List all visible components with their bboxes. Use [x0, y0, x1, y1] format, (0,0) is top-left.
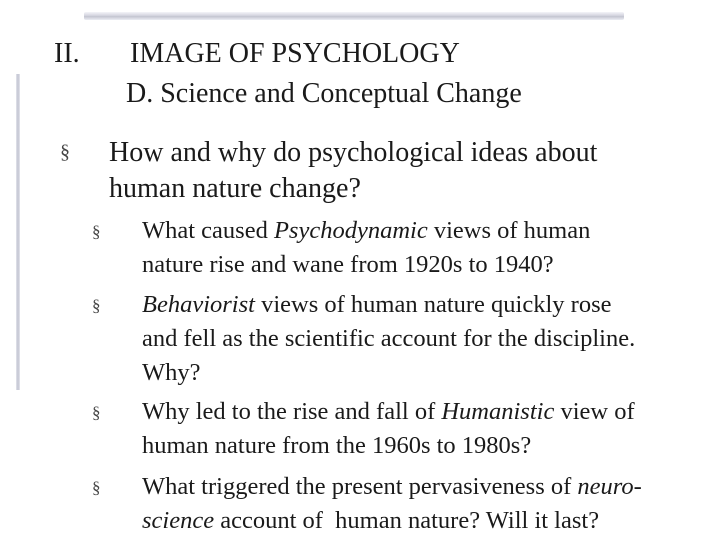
text-run: view of: [554, 398, 635, 425]
subpoint-2: [142, 288, 717, 390]
slide-title: IMAGE OF PSYCHOLOGY: [130, 38, 460, 69]
left-decorative-rule: [16, 74, 20, 390]
sub-bullet-marker: §: [92, 222, 101, 241]
subpoint-line: [142, 504, 717, 538]
emphasis-text: science: [142, 507, 215, 534]
emphasis-text: Humanistic: [441, 398, 555, 425]
text-run: account of human nature? Will it last?: [214, 507, 600, 534]
section-numeral: II.: [54, 38, 80, 69]
text-run: Why led to the rise and fall of: [142, 398, 442, 425]
text-run: What triggered the present pervasiveness of: [142, 473, 578, 500]
emphasis-text: Behaviorist: [142, 291, 255, 318]
subpoint-line: [142, 288, 717, 322]
subpoint-4: [142, 470, 717, 538]
subpoint-line: Why?: [142, 359, 201, 386]
main-bullet-marker: §: [60, 141, 70, 163]
slide-subtitle: D. Science and Conceptual Change: [126, 78, 522, 109]
emphasis-text: Psychodynamic: [273, 217, 428, 244]
text-run: What caused: [142, 217, 274, 244]
text-run: views of human: [427, 217, 591, 244]
subpoint-3: [142, 395, 717, 463]
text-run: views of human nature quickly rose: [254, 291, 612, 318]
main-point-line: How and why do psychological ideas about: [109, 137, 598, 168]
subpoint-line: [142, 470, 717, 504]
subpoint-line: and fell as the scientific account for the discipline.: [142, 325, 636, 352]
main-point: [109, 135, 699, 207]
main-point-line: human nature change?: [109, 173, 361, 204]
top-decorative-rule: [84, 12, 624, 20]
subpoint-line: [142, 395, 717, 429]
subpoint-line: nature rise and wane from 1920s to 1940?: [142, 251, 554, 278]
subpoint-line: [142, 214, 717, 248]
sub-bullet-marker: §: [92, 478, 101, 497]
subpoint-1: [142, 214, 717, 282]
emphasis-text: neuro-: [577, 473, 642, 500]
sub-bullet-marker: §: [92, 403, 101, 422]
subpoint-line: human nature from the 1960s to 1980s?: [142, 432, 532, 459]
sub-bullet-marker: §: [92, 296, 101, 315]
